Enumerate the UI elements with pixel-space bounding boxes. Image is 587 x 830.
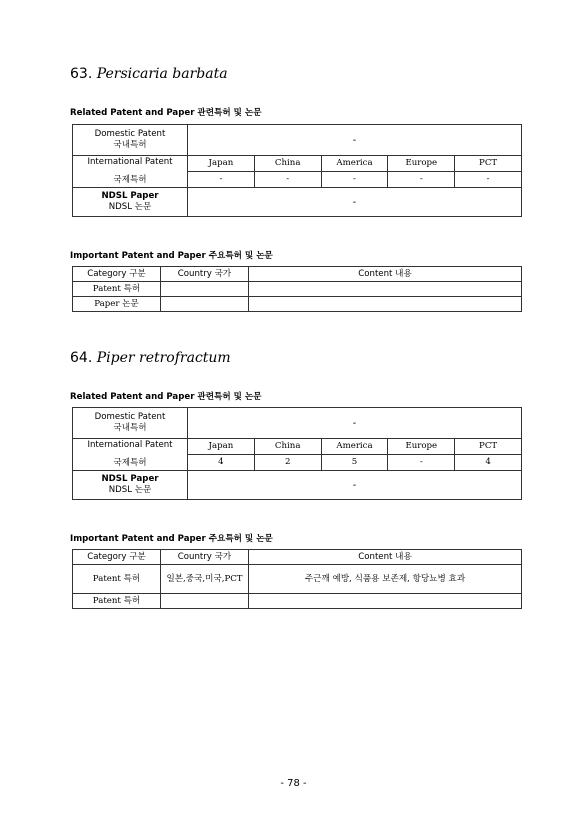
related-table	[72, 124, 522, 217]
section-title-64	[70, 350, 231, 366]
international-label: International Patent 국제특허	[73, 439, 188, 471]
value-japan: 4	[188, 455, 255, 471]
page-number: - 78 -	[280, 778, 307, 789]
value-japan: -	[188, 172, 255, 188]
value-china: -	[254, 172, 321, 188]
species-name: Piper retrofractum	[96, 350, 231, 366]
country-china: China	[254, 156, 321, 172]
country-america: America	[321, 439, 388, 455]
domestic-value: -	[188, 408, 522, 439]
header-category: Category 구분	[73, 550, 161, 565]
value-europe: -	[388, 455, 455, 471]
value-america: 5	[321, 455, 388, 471]
ndsl-label: NDSL Paper NDSL 논문	[73, 471, 188, 500]
header-category: Category 구분	[73, 267, 161, 282]
ndsl-value: -	[188, 188, 522, 217]
value-china: 2	[254, 455, 321, 471]
header-country: Country 국가	[161, 267, 249, 282]
row-content	[249, 594, 522, 609]
row-content	[249, 282, 522, 297]
row-category: Patent 특허	[73, 594, 161, 609]
row-content: 주근깨 예방, 식품용 보존제, 항당뇨병 효과	[249, 565, 522, 594]
value-america: -	[321, 172, 388, 188]
section-title-63	[70, 66, 228, 82]
row-content	[249, 297, 522, 312]
country-japan: Japan	[188, 439, 255, 455]
header-country: Country 국가	[161, 550, 249, 565]
domestic-value: -	[188, 125, 522, 156]
international-label: International Patent 국제특허	[73, 156, 188, 188]
section-number: 63.	[70, 66, 93, 82]
country-europe: Europe	[388, 156, 455, 172]
value-pct: -	[455, 172, 522, 188]
row-category: Patent 특허	[73, 282, 161, 297]
row-country	[161, 297, 249, 312]
country-pct: PCT	[455, 439, 522, 455]
country-europe: Europe	[388, 439, 455, 455]
ndsl-label: NDSL Paper NDSL 논문	[73, 188, 188, 217]
important-table	[72, 266, 522, 312]
row-country: 일본,중국,미국,PCT	[161, 565, 249, 594]
domestic-label: Domestic Patent 국내특허	[73, 125, 188, 156]
related-heading: Related Patent and Paper 관련특허 및 논문	[70, 108, 262, 118]
section-number: 64.	[70, 350, 93, 366]
value-pct: 4	[455, 455, 522, 471]
row-category: Paper 논문	[73, 297, 161, 312]
row-country	[161, 594, 249, 609]
important-heading: Important Patent and Paper 주요특허 및 논문	[70, 251, 273, 261]
related-heading: Related Patent and Paper 관련특허 및 논문	[70, 392, 262, 402]
important-table	[72, 549, 522, 609]
row-category: Patent 특허	[73, 565, 161, 594]
domestic-label: Domestic Patent 국내특허	[73, 408, 188, 439]
country-america: America	[321, 156, 388, 172]
species-name: Persicaria barbata	[96, 66, 228, 82]
related-table	[72, 407, 522, 500]
country-japan: Japan	[188, 156, 255, 172]
country-pct: PCT	[455, 156, 522, 172]
important-heading: Important Patent and Paper 주요특허 및 논문	[70, 534, 273, 544]
header-content: Content 내용	[249, 267, 522, 282]
header-content: Content 내용	[249, 550, 522, 565]
country-china: China	[254, 439, 321, 455]
ndsl-value: -	[188, 471, 522, 500]
value-europe: -	[388, 172, 455, 188]
row-country	[161, 282, 249, 297]
